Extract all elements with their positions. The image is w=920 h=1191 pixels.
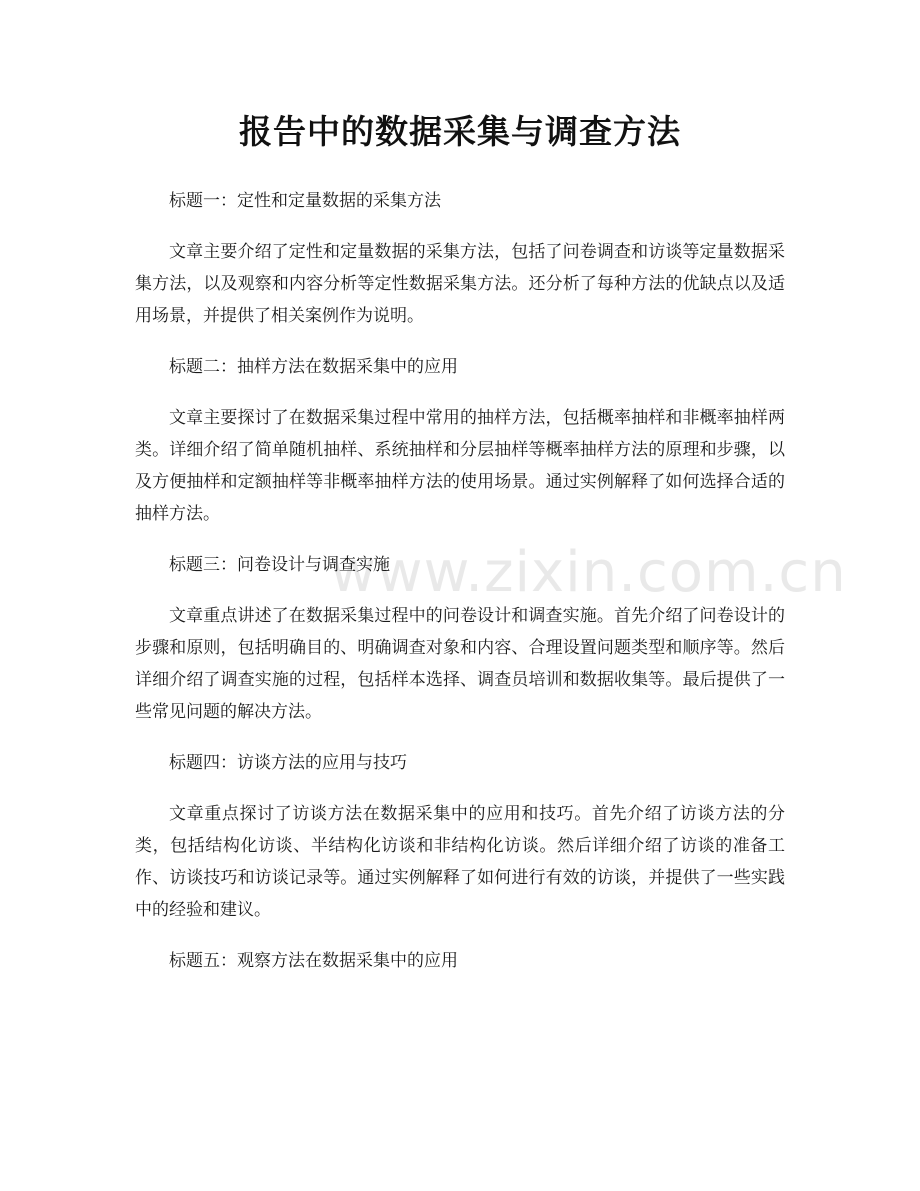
section-paragraph-1: 文章主要介绍了定性和定量数据的采集方法，包括了问卷调查和访谈等定量数据采集方法，以及观察和内容分析等定性数据采集方法。还分析了每种方法的优缺点以及适用场景，并提供了相关案例作为说明。 [135,242,785,326]
section-heading-1: 标题一：定性和定量数据的采集方法 [169,191,441,211]
section-heading-5: 标题五：观察方法在数据采集中的应用 [169,951,458,971]
section-heading-3: 标题三：问卷设计与调查实施 [169,555,390,575]
section-heading-4: 标题四：访谈方法的应用与技巧 [169,753,407,773]
watermark: www.zixin.com.cn [330,540,847,605]
document-body [135,186,785,996]
document-title: 报告中的数据采集与调查方法 [239,112,681,151]
section-heading-2: 标题二：抽样方法在数据采集中的应用 [169,357,458,377]
section-paragraph-4: 文章重点探讨了访谈方法在数据采集中的应用和技巧。首先介绍了访谈方法的分类，包括结构化访谈、半结构化访谈和非结构化访谈。然后详细介绍了访谈的准备工作、访谈技巧和访谈记录等。通过实例解释了如何进行有效的访谈，并提供了一些实践中的经验和建议。 [135,804,785,920]
section-paragraph-2: 文章主要探讨了在数据采集过程中常用的抽样方法，包括概率抽样和非概率抽样两类。详细介绍了简单随机抽样、系统抽样和分层抽样等概率抽样方法的原理和步骤，以及方便抽样和定额抽样等非概率抽样方法的使用场景。通过实例解释了如何选择合适的抽样方法。 [135,408,785,524]
section-paragraph-3: 文章重点讲述了在数据采集过程中的问卷设计和调查实施。首先介绍了问卷设计的步骤和原则，包括明确目的、明确调查对象和内容、合理设置问题类型和顺序等。然后详细介绍了调查实施的过程，包括样本选择、调查员培训和数据收集等。最后提供了一些常见问题的解决方法。 [135,606,785,722]
